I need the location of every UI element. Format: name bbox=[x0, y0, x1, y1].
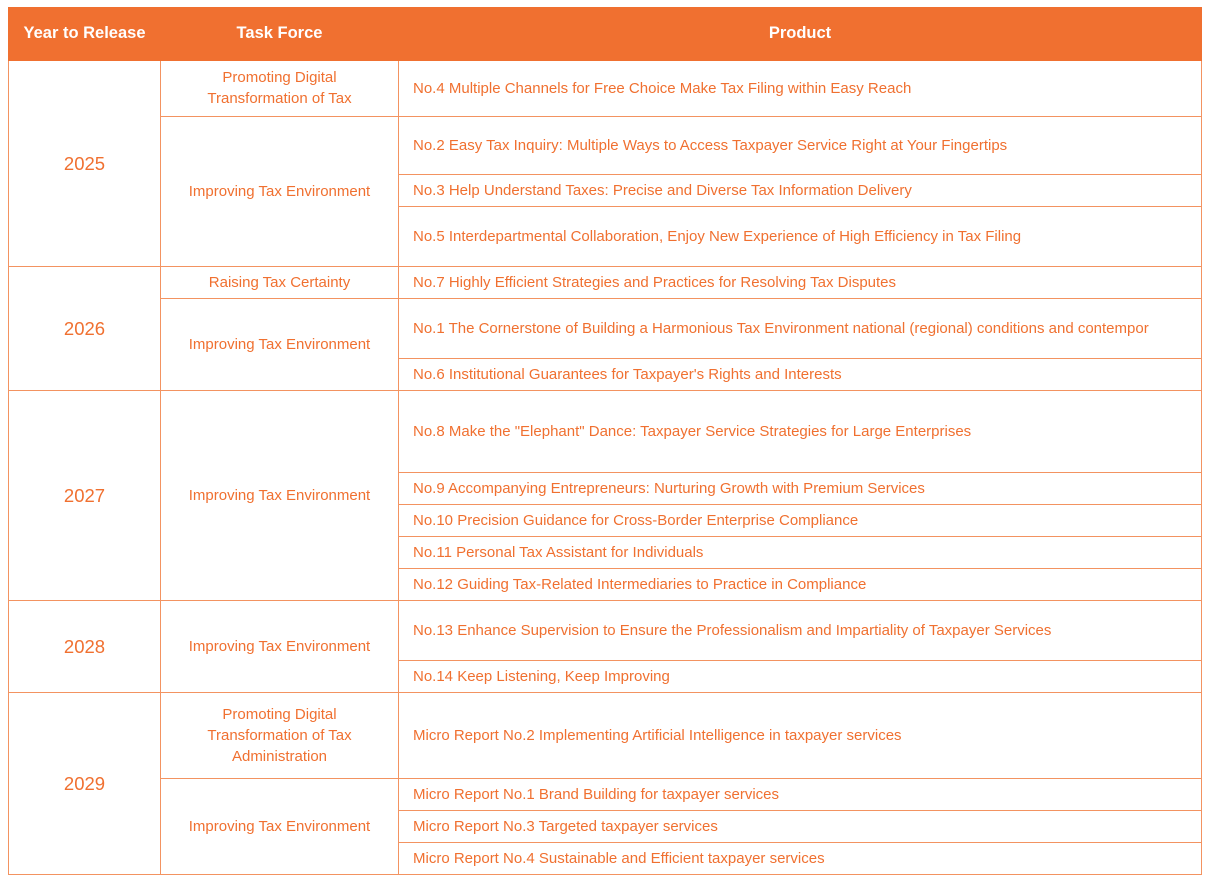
year-cell-2027: 2027 bbox=[9, 390, 161, 600]
header-task-force: Task Force bbox=[161, 8, 399, 61]
table-row bbox=[9, 778, 1202, 810]
product-cell: No.10 Precision Guidance for Cross-Border Enterprise Compliance bbox=[399, 504, 1202, 536]
task-force-cell: Improving Tax Environment bbox=[161, 116, 399, 266]
task-force-cell: Improving Tax Environment bbox=[161, 778, 399, 874]
year-cell-2028: 2028 bbox=[9, 600, 161, 692]
product-cell: No.2 Easy Tax Inquiry: Multiple Ways to Access Taxpayer Service Right at Your Fingertips bbox=[399, 116, 1202, 174]
product-cell: No.6 Institutional Guarantees for Taxpayer's Rights and Interests bbox=[399, 358, 1202, 390]
table-header-row bbox=[9, 8, 1202, 61]
release-schedule-table bbox=[8, 7, 1202, 875]
table-row bbox=[9, 60, 1202, 116]
year-cell-2026: 2026 bbox=[9, 266, 161, 390]
task-force-cell: Raising Tax Certainty bbox=[161, 266, 399, 298]
product-cell: No.7 Highly Efficient Strategies and Practices for Resolving Tax Disputes bbox=[399, 266, 1202, 298]
year-cell-2025: 2025 bbox=[9, 60, 161, 266]
task-force-cell: Promoting Digital Transformation of Tax bbox=[161, 60, 399, 116]
header-year: Year to Release bbox=[9, 8, 161, 61]
table-row bbox=[9, 692, 1202, 778]
product-cell: No.4 Multiple Channels for Free Choice Make Tax Filing within Easy Reach bbox=[399, 60, 1202, 116]
product-cell: No.11 Personal Tax Assistant for Individuals bbox=[399, 536, 1202, 568]
table-row bbox=[9, 390, 1202, 472]
task-force-cell: Promoting Digital Transformation of Tax Administration bbox=[161, 692, 399, 778]
header-product: Product bbox=[399, 8, 1202, 61]
product-cell: No.9 Accompanying Entrepreneurs: Nurturing Growth with Premium Services bbox=[399, 472, 1202, 504]
product-cell: Micro Report No.3 Targeted taxpayer services bbox=[399, 810, 1202, 842]
product-cell: No.8 Make the "Elephant" Dance: Taxpayer Service Strategies for Large Enterprises bbox=[399, 390, 1202, 472]
product-cell: No.14 Keep Listening, Keep Improving bbox=[399, 660, 1202, 692]
table-row bbox=[9, 600, 1202, 660]
task-force-cell: Improving Tax Environment bbox=[161, 298, 399, 390]
product-cell: Micro Report No.1 Brand Building for taxpayer services bbox=[399, 778, 1202, 810]
release-table-container bbox=[8, 7, 1201, 875]
product-cell: No.12 Guiding Tax-Related Intermediaries to Practice in Compliance bbox=[399, 568, 1202, 600]
table-row bbox=[9, 266, 1202, 298]
product-cell: No.5 Interdepartmental Collaboration, Enjoy New Experience of High Efficiency in Tax Filing bbox=[399, 206, 1202, 266]
task-force-cell: Improving Tax Environment bbox=[161, 390, 399, 600]
product-cell: No.3 Help Understand Taxes: Precise and Diverse Tax Information Delivery bbox=[399, 174, 1202, 206]
task-force-cell: Improving Tax Environment bbox=[161, 600, 399, 692]
product-cell: No.13 Enhance Supervision to Ensure the Professionalism and Impartiality of Taxpayer Services bbox=[399, 600, 1202, 660]
product-cell: No.1 The Cornerstone of Building a Harmonious Tax Environment national (regional) conditions and contempor bbox=[399, 298, 1202, 358]
table-row bbox=[9, 298, 1202, 358]
product-cell: Micro Report No.4 Sustainable and Efficient taxpayer services bbox=[399, 842, 1202, 874]
product-cell: Micro Report No.2 Implementing Artificial Intelligence in taxpayer services bbox=[399, 692, 1202, 778]
table-row bbox=[9, 116, 1202, 174]
year-cell-2029: 2029 bbox=[9, 692, 161, 874]
